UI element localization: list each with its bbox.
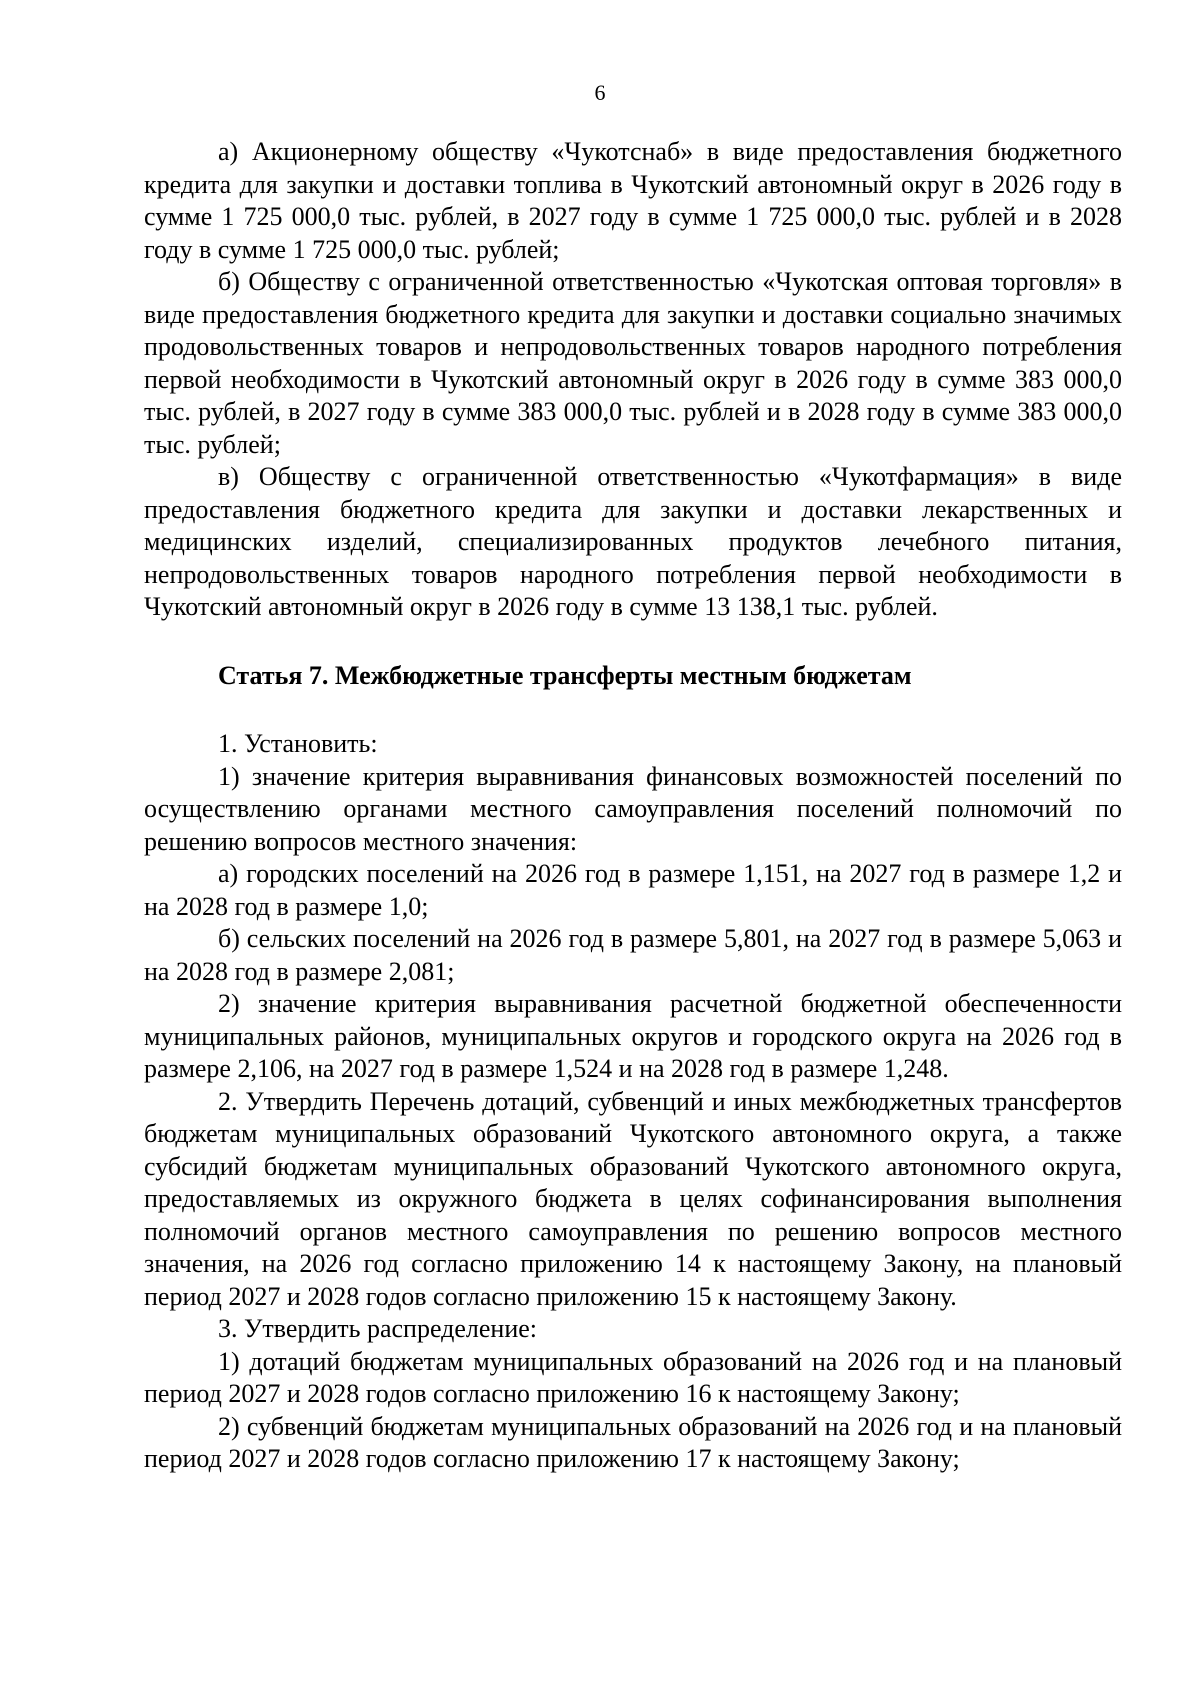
page-number: 6 <box>594 80 606 105</box>
document-body <box>144 136 1122 1476</box>
paragraph-rural-settlements: б) сельских поселений на 2026 год в размере 5,801, на 2027 год в размере 5,063 и на 2028 год в размере 2,081; <box>144 924 1122 986</box>
article-7-heading: Статья 7. Межбюджетные трансферты местным бюджетам <box>218 660 912 690</box>
paragraph-urban-settlements: а) городских поселений на 2026 год в размере 1,151, на 2027 год в размере 1,2 и на 2028 год в размере 1,0; <box>144 859 1122 921</box>
paragraph-subsidies-dotations: 1) дотаций бюджетам муниципальных образований на 2026 год и на плановый период 2027 и 2028 годов согласно приложению 16 к настоящему Закону; <box>144 1346 1122 1408</box>
paragraph-credit-chukotsnab: а) Акционерному обществу «Чукотснаб» в виде предоставления бюджетного кредита для закупки и доставки топлива в Чукотский автономный округ в 2026 году в сумме 1 725 000,0 тыс. рублей, в 2027 году в сумме 1 725 000,0 тыс. рублей и в 2028 году в сумме 1 725 000,0 тыс. рублей; <box>144 137 1122 264</box>
paragraph-criterion-settlements: 1) значение критерия выравнивания финансовых возможностей поселений по осуществлению органами местного самоуправления поселений полномочий по решению вопросов местного значения: <box>144 761 1122 856</box>
paragraph-subventions: 2) субвенций бюджетам муниципальных образований на 2026 год и на плановый период 2027 и 2028 годов согласно приложению 17 к настоящему Закону; <box>144 1411 1122 1473</box>
paragraph-credit-chukotskaya-optovaya-torgovlya: б) Обществу с ограниченной ответственностью «Чукотская оптовая торговля» в виде предоставления бюджетного кредита для закупки и доставки социально значимых продовольственных товаров и непродовольственных товаров народного потребления первой необходимости в Чукотский автономный округ в 2026 году в сумме 383 000,0 тыс. рублей, в 2027 году в сумме 383 000,0 тыс. рублей и в 2028 году в сумме 383 000,0 тыс. рублей; <box>144 267 1122 459</box>
paragraph-credit-chukotfarmatsiya: в) Обществу с ограниченной ответственностью «Чукотфармация» в виде предоставления бюджетного кредита для закупки и доставки лекарственных и медицинских изделий, специализированных продуктов лечебного питания, непродовольственных товаров народного потребления первой необходимости в Чукотский автономный округ в 2026 году в сумме 13 138,1 тыс. рублей. <box>144 462 1122 621</box>
paragraph-item-2-approve-list: 2. Утвердить Перечень дотаций, субвенций и иных межбюджетных трансфертов бюджетам муниципальных образований Чукотского автономного округа, а также субсидий бюджетам муниципальных образований Чукотского автономного округа, предоставляемых из окружного бюджета в целях софинансирования выполнения полномочий органов местного самоуправления по решению вопросов местного значения, на 2026 год согласно приложению 14 к настоящему Закону, на плановый период 2027 и 2028 годов согласно приложению 15 к настоящему Закону. <box>144 1086 1122 1311</box>
paragraph-item-3-approve-distribution: 3. Утвердить распределение: <box>218 1314 538 1343</box>
paragraph-item-1-establish: 1. Установить: <box>218 729 378 758</box>
paragraph-criterion-districts: 2) значение критерия выравнивания расчетной бюджетной обеспеченности муниципальных районов, муниципальных округов и городского округа на 2026 год в размере 2,106, на 2027 год в размере 1,524 и на 2028 год в размере 1,248. <box>144 989 1122 1083</box>
